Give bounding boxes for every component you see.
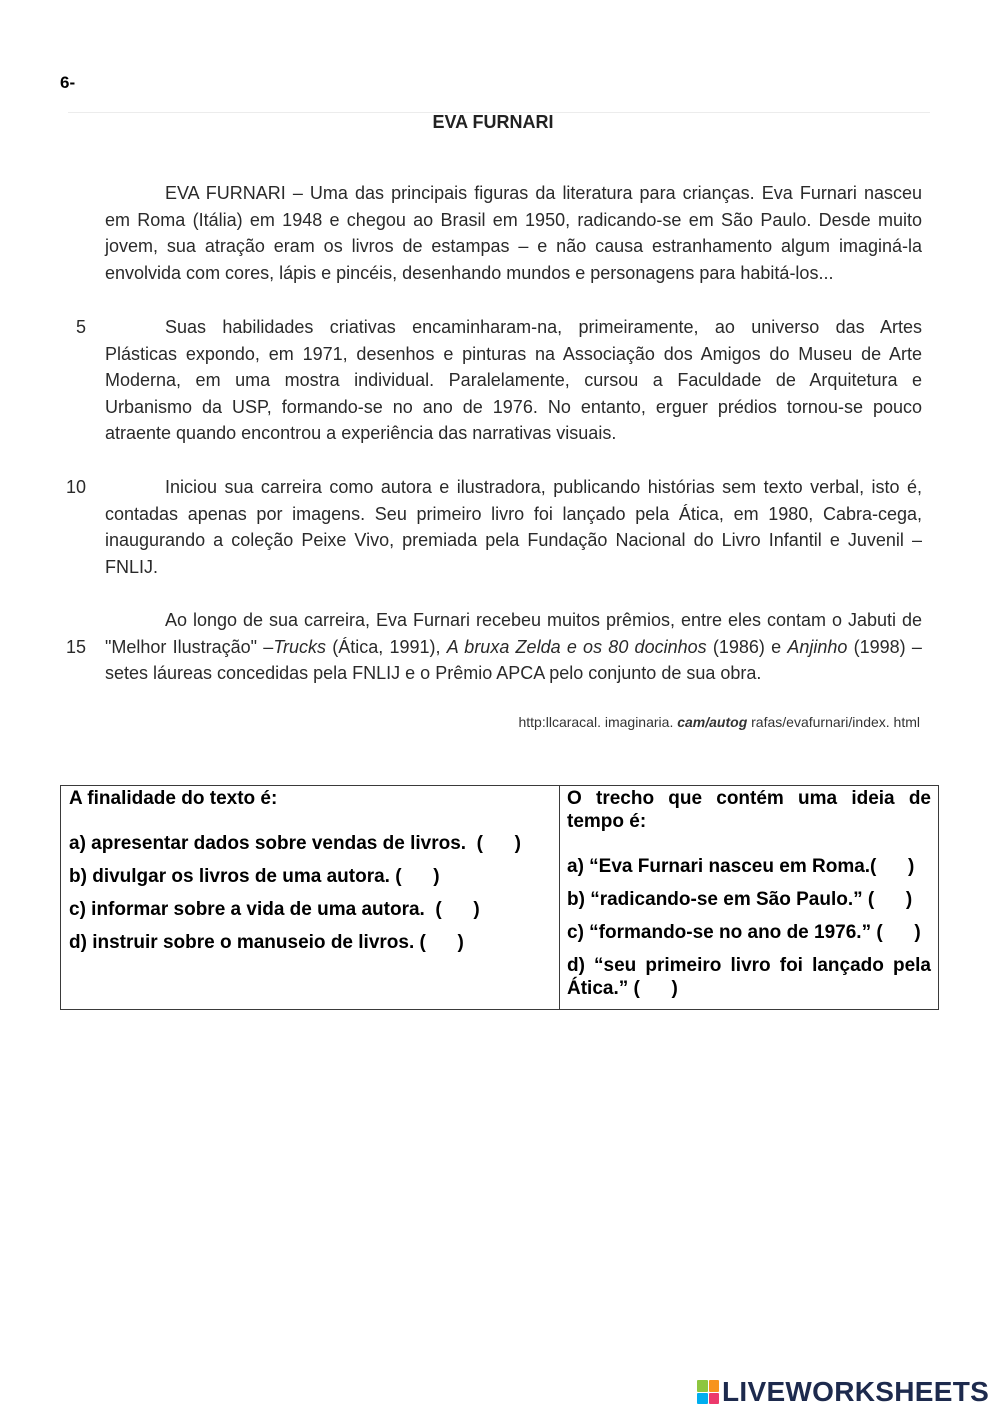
line-number: 15	[65, 636, 86, 657]
article-line: jovem, sua atração eram os livros de estampas – e não causa estranhamento algum imaginá-la	[105, 236, 922, 256]
article-line: EVA FURNARI – Uma das principais figuras da literatura para crianças. Eva Furnari nasceu	[165, 183, 922, 203]
book-publication: (1998) –	[853, 636, 922, 657]
answer-option[interactable]: d) “seu primeiro livro foi lançado pela Ática.” ( )	[567, 955, 931, 999]
article-paragraph-3	[65, 474, 922, 580]
source-part: cam/autog	[677, 714, 748, 730]
answer-option[interactable]: c) “formando-se no ano de 1976.” ( )	[567, 922, 921, 943]
award-name: "Melhor Ilustração" –	[105, 636, 274, 657]
logo-text: LIVEWORKSHEETS	[722, 1376, 990, 1407]
article-line: Ao longo de sua carreira, Eva Furnari recebeu muitos prêmios, entre eles contam o Jabuti de	[165, 610, 922, 630]
book-publication: (1986) e	[712, 636, 782, 657]
exercise-number: 6-	[60, 73, 76, 92]
line-number: 10	[65, 477, 86, 497]
book-title: Trucks	[273, 636, 326, 657]
logo-tile	[697, 1393, 708, 1405]
article-line: em Roma (Itália) em 1948 e chegou ao Brasil em 1950, radicando-se em São Paulo. Desde muito	[105, 209, 922, 230]
book-title: A bruxa Zelda e os 80 docinhos	[446, 636, 707, 657]
article-line: Plásticas expondo, em 1971, desenhos e pinturas na Associação dos Amigos do Museu de Arte	[105, 343, 922, 364]
article-line: contadas apenas por imagens. Seu primeiro livro foi lançado pela Ática, em 1980, Cabra-cega,	[105, 503, 922, 524]
article-line: FNLIJ.	[105, 556, 159, 577]
article-paragraph-4	[65, 607, 922, 687]
article-paragraph-2	[75, 314, 922, 447]
article-line	[105, 634, 922, 661]
question-time-cell	[560, 786, 938, 1009]
book-title: Anjinho	[787, 636, 848, 657]
liveworksheets-logo	[697, 1378, 989, 1406]
source-part: http:llcaracal. imaginaria.	[518, 714, 674, 730]
question-table	[60, 785, 939, 1010]
article-line: Iniciou sua carreira como autora e ilustradora, publicando histórias sem texto verbal, isto é,	[165, 477, 922, 497]
question-heading: A finalidade do texto é:	[69, 788, 278, 809]
source-part: rafas/evafurnari/index. html	[751, 714, 920, 730]
answer-option[interactable]: c) informar sobre a vida de uma autora. ( )	[69, 899, 480, 920]
article-line: envolvida com cores, lápis e pincéis, desenhando mundos e personagens para habitá-los...	[105, 262, 834, 283]
article-line: Urbanismo da USP, formando-se no ano de 1976. No entanto, erguer prédios tornou-se pouco	[105, 396, 922, 417]
answer-option[interactable]: a) “Eva Furnari nasceu em Roma.( )	[567, 856, 915, 877]
article-line: Suas habilidades criativas encaminharam-na, primeiramente, ao universo das Artes	[165, 317, 922, 337]
question-heading: O trecho que contém uma ideia de tempo é:	[567, 788, 931, 832]
article-line: Moderna, em uma mostra individual. Paralelamente, cursou a Faculdade de Arquitetura e	[105, 370, 922, 390]
source-citation	[518, 713, 920, 731]
logo-tile	[709, 1380, 720, 1392]
logo-tile	[709, 1393, 720, 1405]
article-title: EVA FURNARI	[432, 112, 554, 132]
logo-tile	[697, 1380, 708, 1392]
book-publication: (Ática, 1991),	[332, 636, 441, 657]
answer-option[interactable]: b) “radicando-se em São Paulo.” ( )	[567, 889, 913, 910]
article-line: setes láureas concedidas pela FNLIJ e o Prêmio APCA pelo conjunto de sua obra.	[105, 663, 762, 683]
question-purpose-cell	[61, 786, 560, 1009]
article-line: atraente quando encontrou a experiência das narrativas visuais.	[105, 423, 617, 443]
answer-option[interactable]: d) instruir sobre o manuseio de livros. ( )	[69, 932, 464, 953]
article-paragraph-1	[105, 180, 922, 286]
article-line: inaugurando a coleção Peixe Vivo, premiada pela Fundação Nacional do Livro Infantil e Juvenil –	[105, 530, 922, 550]
answer-option[interactable]: b) divulgar os livros de uma autora. ( )	[69, 866, 440, 887]
logo-icon	[697, 1380, 719, 1404]
line-number: 5	[75, 317, 86, 337]
answer-option[interactable]: a) apresentar dados sobre vendas de livros. ( )	[69, 833, 521, 854]
